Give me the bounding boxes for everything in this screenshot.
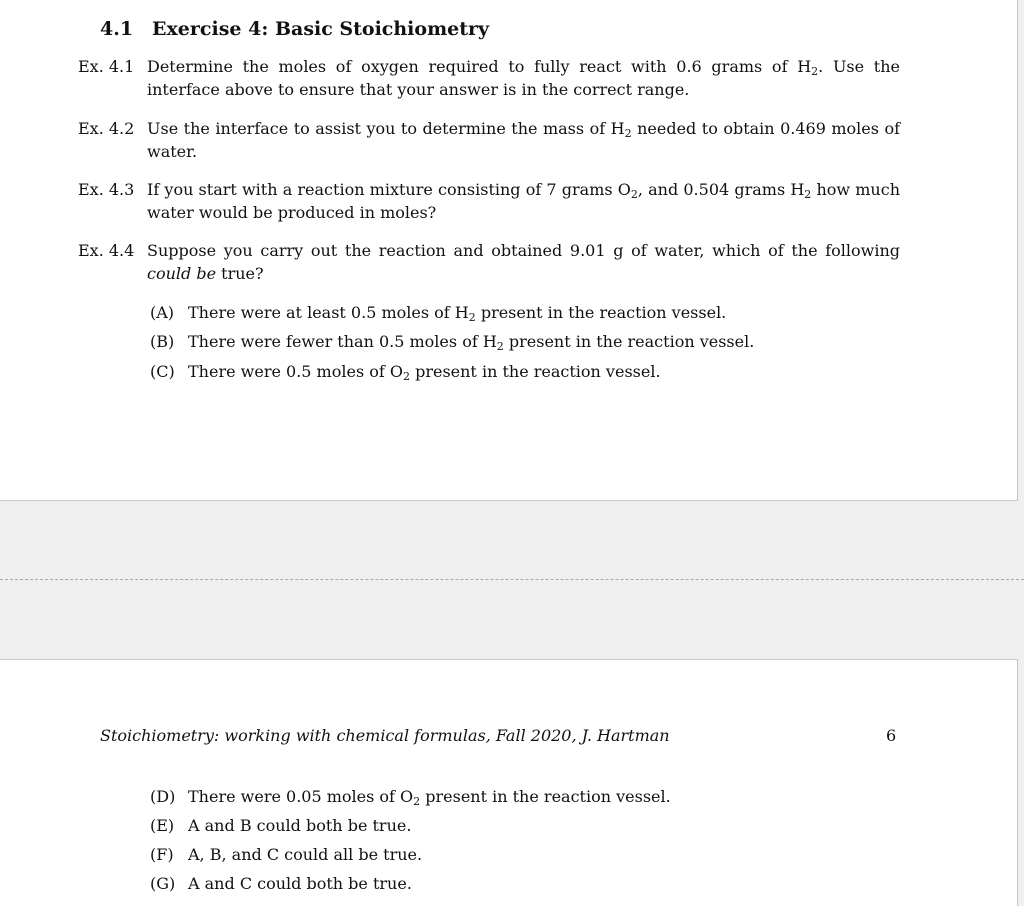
option-c: (C) There were 0.5 moles of $O_2$ present in the reaction vessel. (150, 362, 661, 383)
option-b: (B) There were fewer than 0.5 moles of $H_2$ present in the reaction vessel. (150, 332, 755, 353)
option-letter: (B) (150, 332, 175, 351)
page-2 (0, 659, 1018, 906)
exercise-4-1 (78, 55, 900, 101)
section-title: Exercise 4: Basic Stoichiometry (152, 18, 490, 40)
exercise-text: Use the interface to assist you to determine the mass of $H_2$ needed to obtain 0.469 moles of water. (147, 119, 901, 161)
option-letter: (F) (150, 845, 174, 864)
exercise-4-2 (78, 117, 900, 163)
option-letter: (G) (150, 874, 176, 893)
exercise-label: Ex. 4.3 (78, 180, 135, 199)
option-d: (D) There were 0.05 moles of $O_2$ present in the reaction vessel. (150, 787, 671, 808)
exercise-label: Ex. 4.4 (78, 241, 135, 260)
option-letter: (D) (150, 787, 176, 806)
exercise-label: Ex. 4.1 (78, 57, 135, 76)
exercise-4-3 (78, 178, 900, 224)
option-letter: (C) (150, 362, 175, 381)
page-number: 6 (886, 726, 897, 745)
section-number: 4.1 (100, 18, 134, 40)
running-header: Stoichiometry: working with chemical formulas, Fall 2020, J. Hartman (100, 726, 670, 745)
option-letter: (E) (150, 816, 175, 835)
page-gap (0, 501, 1024, 659)
option-e: (E) A and B could both be true. (150, 816, 412, 835)
exercise-4-4 (78, 239, 900, 285)
exercise-text: If you start with a reaction mixture consisting of 7 grams $O_2$, and 0.504 grams $H_2$ how much water would be produced in moles? (147, 180, 901, 222)
exercise-label: Ex. 4.2 (78, 119, 135, 138)
exercise-text: Determine the moles of oxygen required to fully react with 0.6 grams of $H_2$. Use the interface above to ensure that your answer is in the correct range. (147, 57, 901, 99)
option-g: (G) A and C could both be true. (150, 874, 412, 893)
option-f: (F) A, B, and C could all be true. (150, 845, 423, 864)
option-letter: (A) (150, 303, 175, 322)
option-a: (A) There were at least 0.5 moles of $H_2$ present in the reaction vessel. (150, 303, 727, 324)
page-break-line (0, 579, 1024, 580)
section-heading (100, 18, 489, 40)
exercise-text: Suppose you carry out the reaction and obtained 9.01 g of water, which of the following could be true? (147, 241, 900, 283)
